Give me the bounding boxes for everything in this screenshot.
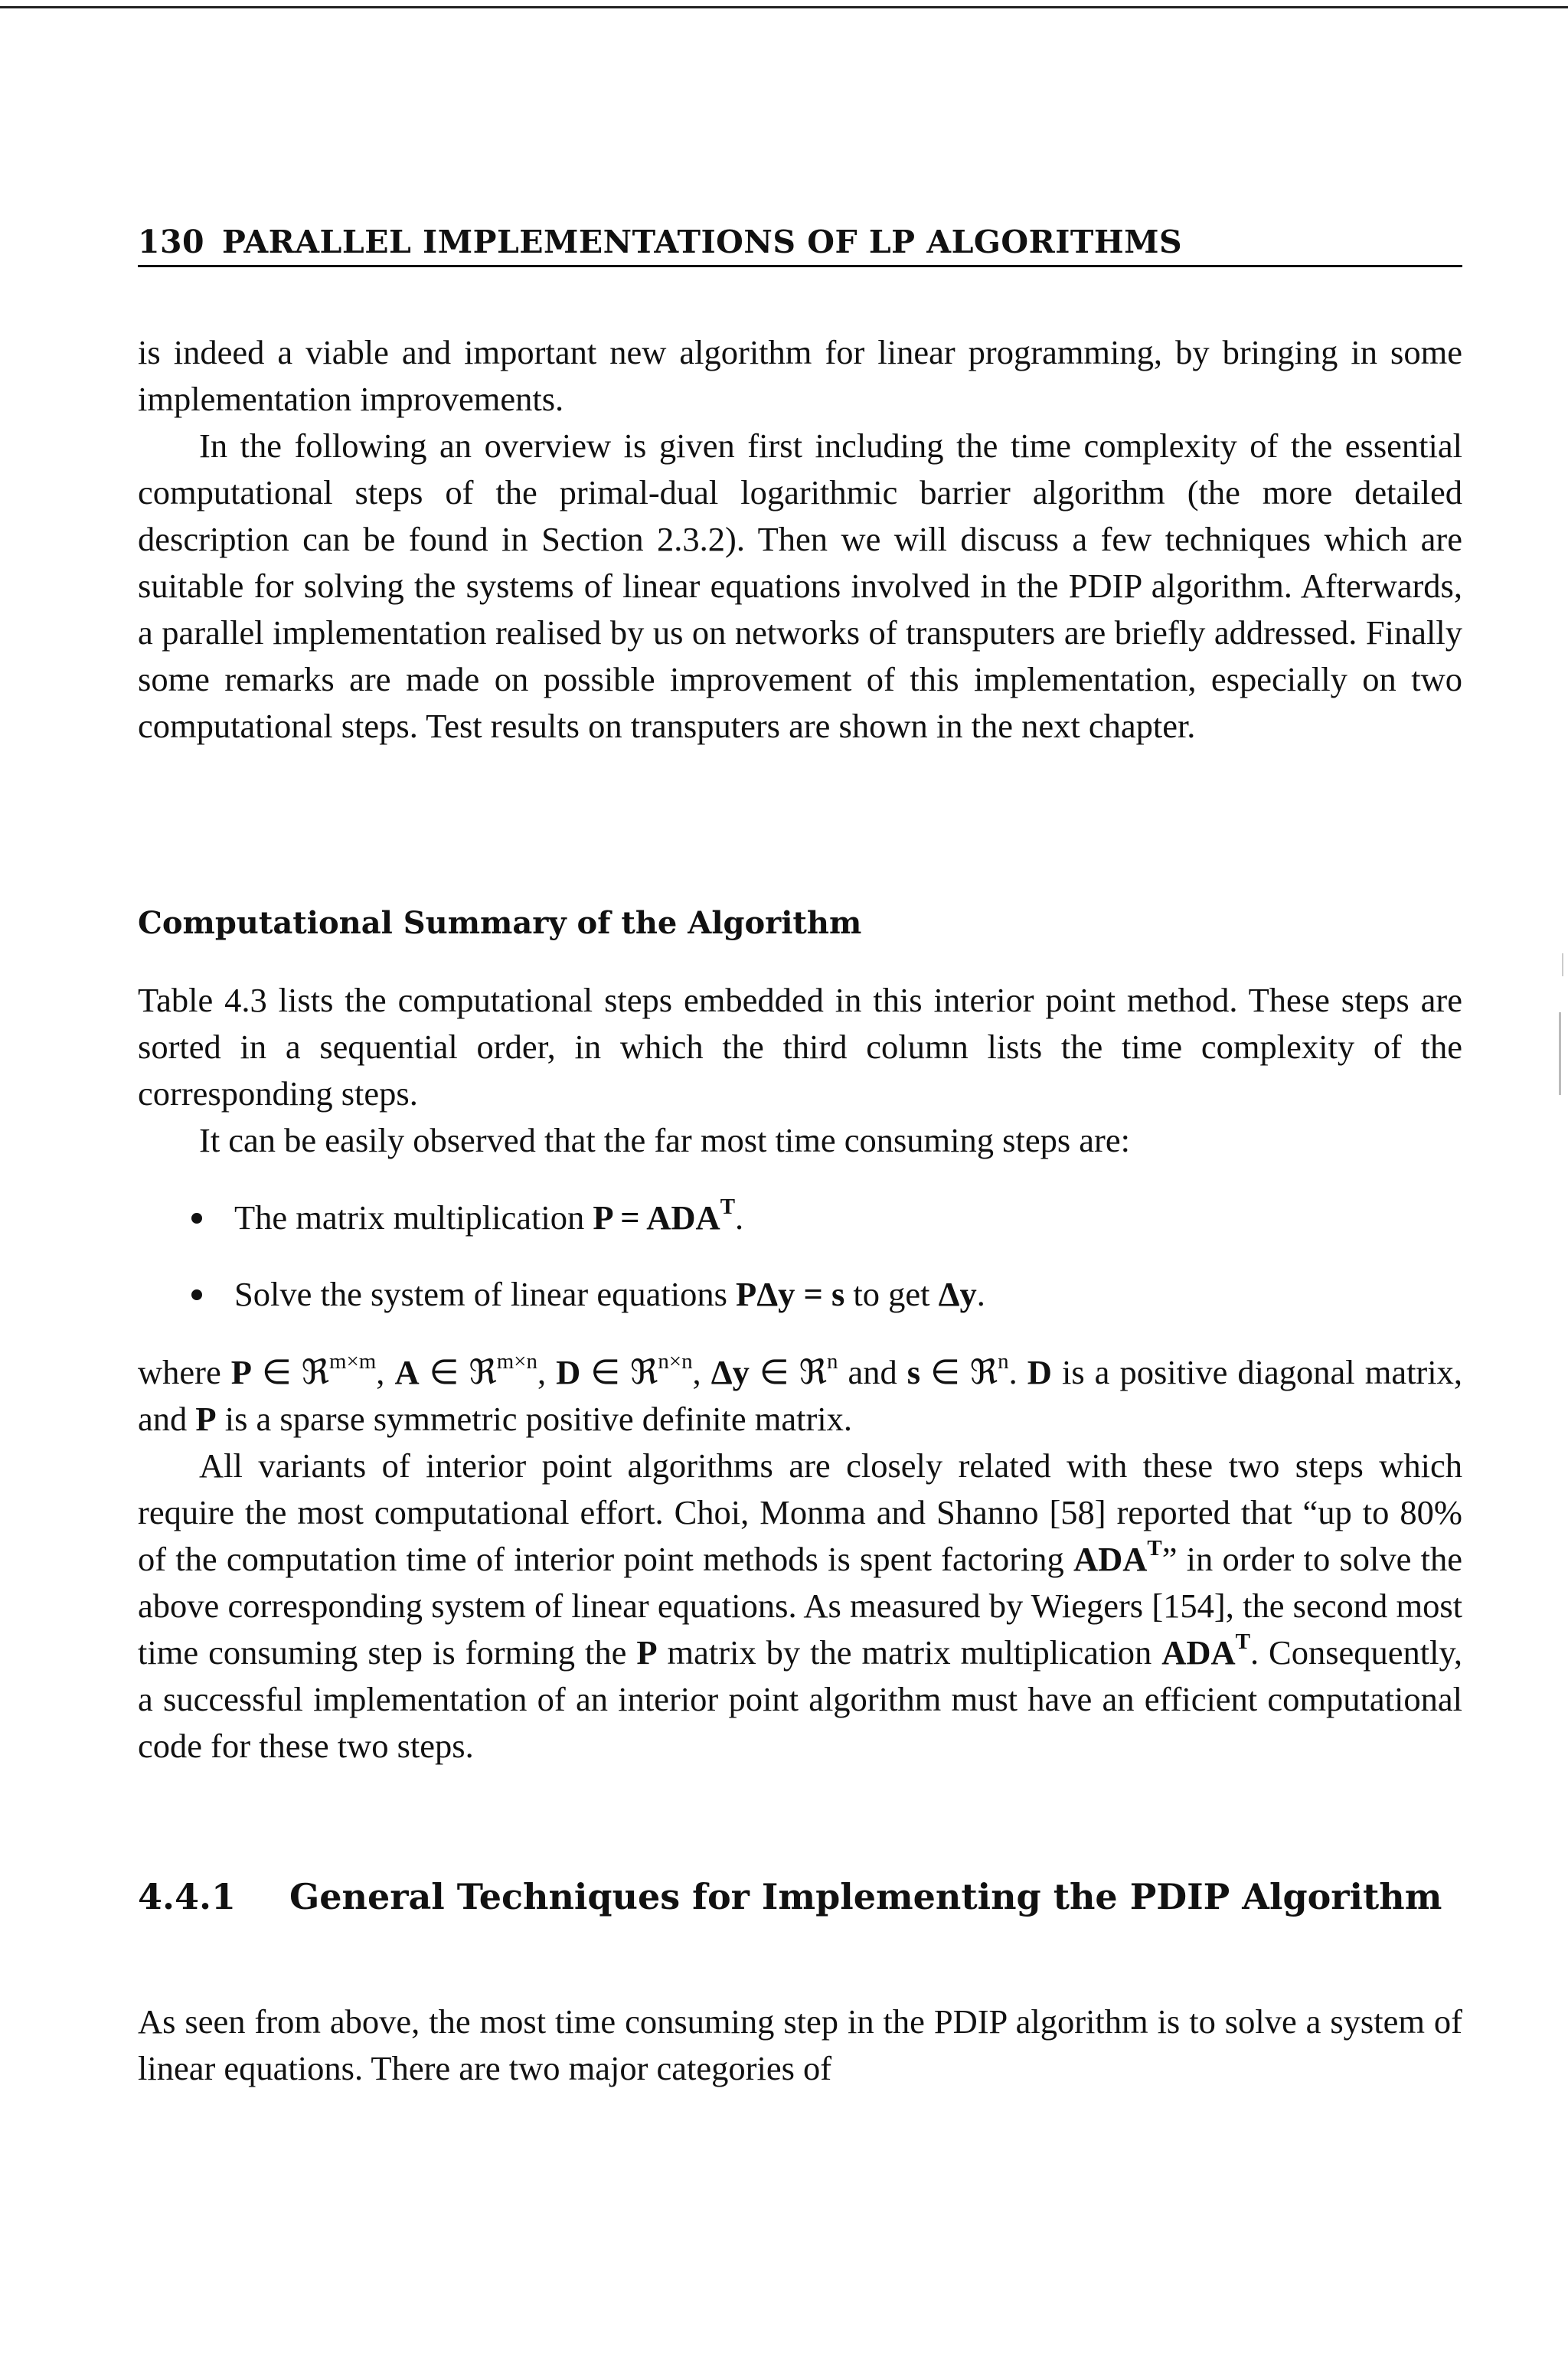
running-head-title: PARALLEL IMPLEMENTATIONS OF LP ALGORITHMS [222,224,1183,260]
bullet-dot-icon [191,1289,202,1300]
summary-text [138,977,1462,1164]
bullet-dot-icon [191,1213,202,1224]
margin-scan-mark [1562,953,1563,976]
page-number: 130 [138,224,205,260]
section-heading [138,1873,1462,1920]
paragraph-1: is indeed a viable and important new algorithm for linear programming, by bringing in some implementation improvements. [138,333,1462,418]
top-border-rule [0,6,1568,8]
closing-text [138,1999,1462,2092]
margin-scan-mark [1559,1012,1561,1095]
where-paragraph: where P ∈ ℜ$^{m\times m}$, A ∈ ℜ$^{m\times n}$, D ∈ ℜ$^{n\times n}$, Δy ∈ ℜ$^n$ and s ∈ ℜ$^n$. D is a positive diagonal matrix, and P is a sparse symmetric positive definite matrix. [138,1348,1462,1438]
section-title: General Techniques for Implementing the PDIP Algorithm [289,1876,1442,1917]
paragraph-6: As seen from above, the most time consuming step in the PDIP algorithm is to solve a system of linear equations. There are two major categories of [138,2002,1462,2087]
section-number: 4.4.1 [138,1876,237,1917]
paragraph-4: It can be easily observed that the far most time consuming steps are: [199,1121,1130,1159]
bullet-item: Solve the system of linear equations PΔy = s to get Δy. [181,1271,985,1318]
definitions-text [138,1349,1462,1770]
run-in-heading: Computational Summary of the Algorithm [138,905,862,941]
intro-text [138,329,1462,750]
paragraph-5: All variants of interior point algorithms are closely related with these two steps which require the most computational effort. Choi, Monma and Shanno [58] reported that “up to 80% of the computation time of interior point methods is spent factoring $ADA^T$” in order to solve the above corresponding system of linear equations. As measured by Wiegers [154], the second most time consuming step is forming the P matrix by the matrix multiplication $ADA^T$. Consequently, a successful implementation of an interior point algorithm must have an efficient computational code for these two steps. [138,1446,1463,1765]
running-head [138,221,1462,267]
paragraph-3: Table 4.3 lists the computational steps embedded in this interior point method. These steps are sorted in a sequential order, in which the third column lists the time complexity of the corresponding steps. [138,981,1462,1113]
bullet-list [181,1195,985,1318]
bullet-item: The matrix multiplication $P = ADA^T$. [181,1195,985,1241]
paragraph-2: In the following an overview is given first including the time complexity of the essential computational steps of the primal-dual logarithmic barrier algorithm (the more detailed description can be found in Section 2.3.2). Then we will discuss a few techniques which are suitable for solving the systems of linear equations involved in the PDIP algorithm. Afterwards, a parallel implementation realised by us on networks of transputers are briefly addressed. Finally some remarks are made on possible improvement of this implementation, especially on two computational steps. Test results on transputers are shown in the next chapter. [138,427,1462,745]
